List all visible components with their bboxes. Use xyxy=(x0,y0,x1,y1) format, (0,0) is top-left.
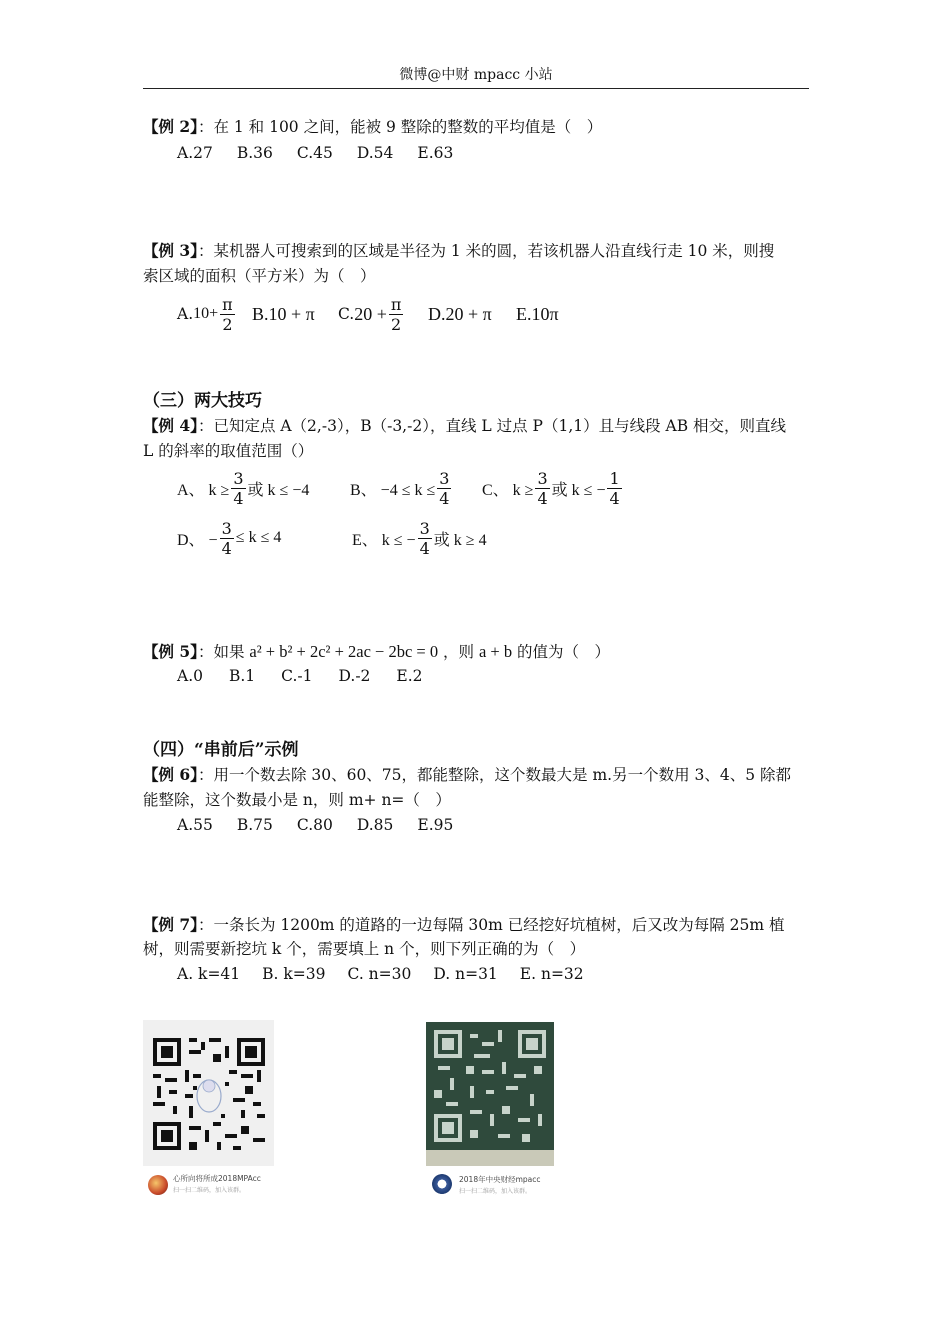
math-expr: D.20 + π xyxy=(428,303,492,324)
numerator: 3 xyxy=(419,518,430,538)
example-label: 【例 6】 xyxy=(143,765,198,784)
example-3-option-b xyxy=(252,294,315,334)
question-text: ：在 1 和 100 之间，能被 9 整除的整数的平均值是（ ） xyxy=(197,118,603,136)
example-3-question-line1 xyxy=(143,240,809,262)
option-e: E.2 xyxy=(396,667,423,685)
option-b: B. k=39 xyxy=(262,965,326,983)
group-name: 2018年中央财经mpacc xyxy=(459,1175,541,1184)
question-text: ：已知定点 A（2,-3），B（-3,-2），直线 L 过点 P（1,1）且与线段 AB 相交，则直线 xyxy=(197,417,787,435)
math-expr: ≤ k ≤ 4 xyxy=(235,529,282,546)
question-text: 的值为（ ） xyxy=(512,643,611,661)
denominator: 4 xyxy=(609,488,620,508)
group-avatar-icon xyxy=(432,1174,452,1194)
page-header: 微博@中财 mpacc 小站 xyxy=(143,62,809,89)
option-b: B.36 xyxy=(236,144,273,162)
group-scan-hint: 扫一扫二维码，加入该群。 xyxy=(459,1188,532,1195)
example-3-option-a xyxy=(177,294,237,334)
example-7-options xyxy=(177,963,843,985)
group-scan-hint: 扫一扫二维码，加入该群。 xyxy=(173,1187,246,1194)
example-3-question-line2: 索区域的面积（平方米）为（ ） xyxy=(143,267,376,285)
option-a: A.0 xyxy=(177,667,203,685)
option-label: A. xyxy=(177,305,194,323)
option-a: A.27 xyxy=(177,144,213,162)
option-d: D. n=31 xyxy=(433,965,498,983)
math-expr: 或 k ≥ 4 xyxy=(433,531,487,549)
math-expr: B、 −4 ≤ k ≤ xyxy=(350,481,436,499)
fraction xyxy=(220,519,234,558)
question-text: ：某机器人可搜索到的区域是半径为 1 米的圆，若该机器人沿直线行走 10 米，则搜 xyxy=(197,242,775,260)
numerator: 3 xyxy=(537,468,548,488)
denominator: 4 xyxy=(537,488,548,508)
numerator: 3 xyxy=(233,468,244,488)
option-d: D.-2 xyxy=(338,667,371,685)
option-e: E.95 xyxy=(417,816,454,834)
example-2-options xyxy=(177,142,843,164)
example-3-option-c xyxy=(338,294,405,334)
math-expr: 20 + xyxy=(354,303,387,324)
example-4-option-b xyxy=(350,466,453,510)
math-expr: 或 k ≤ − xyxy=(551,481,606,499)
numerator: π xyxy=(390,294,402,314)
fraction xyxy=(607,469,621,508)
math-expr: D、 − xyxy=(177,531,218,549)
denominator: 2 xyxy=(222,314,233,334)
denominator: 4 xyxy=(233,488,244,508)
example-4-question-line2: L 的斜率的取值范围（） xyxy=(143,442,314,460)
option-d: D.54 xyxy=(356,144,394,162)
math-expr: E.10π xyxy=(516,303,559,324)
math-expr: 10+ xyxy=(193,305,219,322)
qr-code-image xyxy=(426,1022,554,1166)
numerator: 3 xyxy=(439,468,450,488)
numerator: 1 xyxy=(609,468,620,488)
example-label: 【例 5】 xyxy=(143,642,198,661)
example-7-question-line2: 树，则需要新挖坑 k 个，需要填上 n 个，则下列正确的为（ ） xyxy=(143,940,586,958)
option-c: C.45 xyxy=(296,144,333,162)
group-name: 心所向将所成2018MPAcc xyxy=(173,1174,261,1183)
example-label: 【例 4】 xyxy=(143,416,198,435)
example-7-question-line1 xyxy=(143,914,809,936)
numerator: π xyxy=(222,294,233,314)
fraction xyxy=(231,469,245,508)
option-a: A. k=41 xyxy=(177,965,241,983)
option-label: C. xyxy=(338,305,355,323)
fraction xyxy=(535,469,549,508)
example-6-question-line2: 能整除，这个数最小是 n，则 m+ n=（ ） xyxy=(143,791,451,809)
example-5-options xyxy=(177,665,843,687)
example-6-options xyxy=(177,814,843,836)
fraction xyxy=(389,295,404,334)
fraction xyxy=(437,469,451,508)
target-expr: a + b xyxy=(478,642,513,661)
example-label: 【例 7】 xyxy=(143,915,198,934)
math-expr: A、 k ≥ xyxy=(177,481,230,499)
option-d: D.85 xyxy=(356,816,394,834)
group-avatar-icon xyxy=(148,1175,168,1195)
denominator: 4 xyxy=(419,538,430,558)
question-text: ：用一个数去除 30、60、75，都能整除，这个数最大是 m.另一个数用 3、4、5 除都 xyxy=(197,766,792,784)
fraction xyxy=(418,519,432,558)
math-expr: 或 k ≤ −4 xyxy=(247,481,310,499)
example-4-option-c xyxy=(482,466,624,510)
example-2-question xyxy=(143,116,809,138)
example-3-option-e xyxy=(516,294,559,334)
denominator: 2 xyxy=(391,314,402,334)
section-4-heading: （四）“串前后”示例 xyxy=(143,740,299,760)
math-expr: B.10 + π xyxy=(252,303,315,324)
qr-card-group-2 xyxy=(424,1020,556,1198)
denominator: 4 xyxy=(221,538,232,558)
question-text: ：一条长为 1200m 的道路的一边每隔 30m 已经挖好坑植树，后又改为每隔 25m 植 xyxy=(197,916,785,934)
fraction xyxy=(220,295,235,334)
example-label: 【例 3】 xyxy=(143,241,198,260)
option-b: B.75 xyxy=(236,816,273,834)
denominator: 4 xyxy=(439,488,450,508)
option-c: C.80 xyxy=(296,816,333,834)
example-4-option-e xyxy=(352,516,487,560)
option-b: B.1 xyxy=(228,667,256,685)
option-c: C. n=30 xyxy=(347,965,412,983)
example-5-question xyxy=(143,641,809,663)
example-6-question-line1 xyxy=(143,764,809,786)
numerator: 3 xyxy=(221,518,232,538)
example-4-option-a xyxy=(177,466,309,510)
example-label: 【例 2】 xyxy=(143,117,198,136)
equation: a² + b² + 2c² + 2ac − 2bc = 0 xyxy=(249,642,439,661)
math-expr: E、 k ≤ − xyxy=(352,531,416,549)
question-text: ，则 xyxy=(438,643,479,661)
option-e: E. n=32 xyxy=(519,965,584,983)
section-3-heading: （三）两大技巧 xyxy=(143,391,262,411)
example-4-question-line1 xyxy=(143,415,809,437)
option-e: E.63 xyxy=(417,144,454,162)
option-a: A.55 xyxy=(177,816,213,834)
math-expr: C、 k ≥ xyxy=(482,481,534,499)
option-c: C.-1 xyxy=(281,667,313,685)
question-text: ：如果 xyxy=(197,643,250,661)
qr-card-group-1 xyxy=(143,1020,274,1202)
qr-code-image xyxy=(153,1038,265,1150)
example-3-option-d xyxy=(428,294,492,334)
example-4-option-d xyxy=(177,516,281,560)
